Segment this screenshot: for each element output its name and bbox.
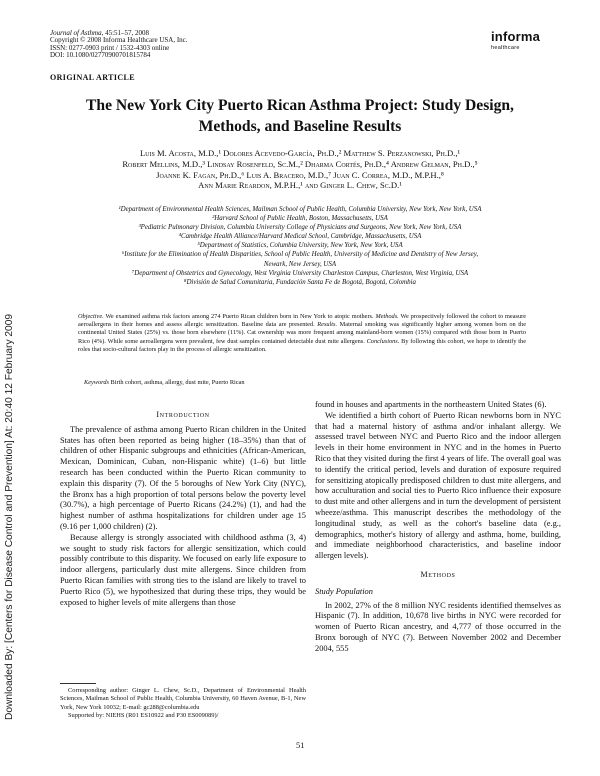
affiliation: ⁸División de Salud Comunitaria, Fundación Santa Fe de Bogotá, Bogotá, Colombia bbox=[184, 278, 416, 286]
affiliation: ⁷Department of Obstetrics and Gynecology, West Virginia University Charleston Campus, Charleston, West Virginia, USA bbox=[131, 269, 469, 277]
journal-meta bbox=[50, 30, 188, 60]
affiliation: ⁴Cambridge Health Alliance/Harvard Medical School, Cambridge, Massachusetts, USA bbox=[178, 233, 422, 241]
title-line-2: Methods, and Baseline Results bbox=[198, 118, 402, 135]
abstract-conclusions: By following this cohort, we hope to identify the roles that socio-cultural factors play in the process of allergic sensitization. bbox=[78, 337, 526, 353]
author-line: Robert Mellins, M.D.,³ Lindsay Rosenfeld, Sc.M.,² Dharma Cortés, Ph.D.,⁴ Andrew Gelman, Ph.D.,⁵ bbox=[122, 158, 478, 169]
affiliation: ⁵Department of Statistics, Columbia University, New York, New York, USA bbox=[197, 242, 403, 250]
abstract-conclusions-label: Conclusions. bbox=[364, 337, 400, 345]
abstract bbox=[78, 313, 526, 354]
download-watermark bbox=[2, 0, 16, 776]
keywords-text: Birth cohort, asthma, allergy, dust mite, Puerto Rican bbox=[108, 379, 245, 386]
title-line-1: The New York City Puerto Rican Asthma Project: Study Design, bbox=[86, 97, 514, 114]
support-note: Supported by: NIEHS (R01 ES10922 and P30 ES009089)/ bbox=[68, 711, 219, 719]
journal-issue: , 45:51–57, 2008 bbox=[101, 29, 150, 37]
affiliation: ³Pediatric Pulmonary Division, Columbia University College of Physicians and Surgeons, New York, New York, USA bbox=[138, 224, 462, 232]
footnote-rule bbox=[60, 683, 96, 684]
copyright-line: Copyright © 2008 Informa Healthcare USA, Inc. bbox=[50, 36, 188, 45]
abstract-methods: We prospectively followed the cohort to measure aeroallergens in their homes and assess allergic sensitization. Baseline data are presented. bbox=[78, 313, 526, 329]
left-column bbox=[60, 410, 306, 608]
keywords bbox=[84, 379, 245, 386]
affiliation: ¹Department of Environmental Health Sciences, Mailman School of Public Health, Columbia University, New York, New York, USA bbox=[118, 206, 482, 213]
abstract-objective: We examined asthma risk factors among 274 Puerto Rican children born in New York to atopic mothers. bbox=[103, 313, 374, 320]
abstract-methods-label: Methods. bbox=[373, 313, 399, 320]
issn-line: ISSN: 0277-0903 print / 1532-4303 online bbox=[50, 43, 170, 52]
logo-word: informa bbox=[491, 29, 541, 44]
intro-paragraph: Because allergy is strongly associated with childhood asthma (3, 4) we sought to study risk factors for allergic sensitization, which could possibly contribute to this disparity. We focused on early life exposure to indoor allergens, particularly dust mite allergens. Since children from Puerto Rican families with strong ties to the island are likely to travel to Puerto Rico (5), we hypothesized that during these trips, they would be exposed to higher levels of mite allergens than those bbox=[60, 532, 306, 607]
footnote bbox=[60, 687, 306, 720]
download-note: Downloaded By: [Centers for Disease Control and Prevention] At: 20:40 12 February 2009 bbox=[4, 313, 15, 720]
page-number: 51 bbox=[296, 741, 305, 750]
intro-paragraph: The prevalence of asthma among Puerto Rican children in the United States has often been reported as being higher (18–35%) than that of children of other Hispanic subgroups and ethnicities (African-American, Mexican, Dominican, Cuban, non-Hispanic white) (1–6) but little research has been conducted within the Puerto Rican community to explain this disparity (7). Of the 5 boroughs of New York City (NYC), the Bronx has a high proportion of total persons below the poverty level (30.7%), a high percentage of Puerto Ricans (24.2%) (1), and had the highest number of asthma hospitalizations for children under age 15 (9.16 per 1,000 children) (2). bbox=[60, 424, 306, 531]
abstract-objective-label: Objective. bbox=[78, 313, 104, 320]
author-line: Ann Marie Reardon, M.P.H.,¹ and Ginger L. Chew, Sc.D.¹ bbox=[198, 180, 402, 191]
affiliation: Newark, New Jersey, USA bbox=[263, 260, 337, 268]
affiliation-list bbox=[60, 205, 540, 287]
corresponding-author-note: Corresponding author: Ginger L. Chew, Sc.D., Department of Environmental Health Sciences, Mailman School of Public Health, Columbia University, 60 Haven Avenue, B-1, New York, New York 10032; E-mail: gc288@columbia.edu bbox=[60, 687, 306, 711]
doi-line: DOI: 10.1080/02770900701815784 bbox=[50, 51, 151, 60]
journal-name: Journal of Asthma bbox=[50, 29, 102, 37]
author-line: Joanne K. Fagan, Ph.D.,⁶ Luis A. Bracero, M.D.,⁷ Juan C. Correa, M.D., M.P.H.,⁸ bbox=[156, 169, 444, 180]
intro-heading: Introduction bbox=[156, 410, 210, 419]
intro-paragraph: found in houses and apartments in the northeastern United States (6). bbox=[315, 400, 547, 409]
study-population-heading: Study Population bbox=[315, 586, 373, 596]
article-title bbox=[60, 95, 540, 137]
publisher-logo bbox=[491, 29, 561, 51]
affiliation: ²Harvard School of Public Health, Boston, Massachusetts, USA bbox=[212, 215, 388, 223]
intro-paragraph: We identified a birth cohort of Puerto Rican newborns born in NYC that had a maternal history of asthma and/or inhalant allergy. We assessed travel between NYC and Puerto Rico and the indoor allergen levels in their home environment in NYC and in the homes in Puerto Rico that they visited during the first 4 years of life. The overall goal was to identify the critical period, levels and duration of exposure required for sensitizing atopically predisposed children to dust mite allergens, and how acculturation and social ties to Puerto Rico influence their exposure to dust mite and other allergens and in turn the development of persistent wheeze/asthma. This manuscript describes the methodology of the longitudinal study, as well as the cohort's baseline data (e.g., demographics, mother's history of allergy and asthma, home, building, and immediate neighborhood characteristics, and baseline indoor allergen levels). bbox=[315, 410, 561, 561]
methods-paragraph: In 2002, 27% of the 8 million NYC residents identified themselves as Hispanic (7). In addition, 10,678 live births in NYC were recorded for women of Puerto Rican ancestry, and 4,777 of those occurred in the Bronx borough of NYC (7). Between November 2002 and December 2004, 555 bbox=[315, 600, 561, 653]
right-column bbox=[315, 400, 561, 655]
abstract-results: Maternal smoking was significantly higher among women born on the continental United States (25%) vs. those born elsewhere (11%). Cat ownership was more frequent among mainland-born women (15%) compared with those born in Puerto Rico (4%). While some aeroallergens were prevalent, few dust samples contained detectable dust mite allergens. bbox=[78, 321, 526, 345]
author-list bbox=[60, 148, 540, 191]
keywords-label: Keywords bbox=[84, 379, 109, 386]
author-line: Luis M. Acosta, M.D.,¹ Dolores Acevedo-García, Ph.D.,² Matthew S. Perzanowski, Ph.D.,¹ bbox=[139, 148, 461, 158]
article-type-label: ORIGINAL ARTICLE bbox=[50, 73, 136, 82]
methods-heading: Methods bbox=[420, 569, 456, 579]
logo-sub: healthcare bbox=[491, 45, 520, 51]
affiliation: ⁶Institute for the Elimination of Health Disparities, School of Public Health, University of Medicine and Dentistry of New Jersey, bbox=[121, 251, 479, 259]
abstract-results-label: Results. bbox=[314, 321, 338, 329]
